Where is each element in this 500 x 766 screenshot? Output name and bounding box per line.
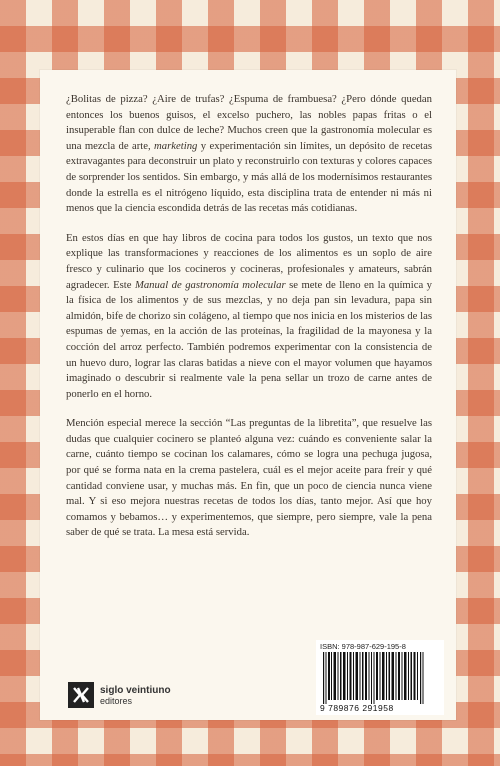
book-title-emphasis: Manual de gastronomía molecular	[134, 278, 286, 291]
paragraph-1-start: ¿Bolitas de pizza? ¿Aire de trufas? ¿Espuma de frambuesa? ¿Pero dónde quedan entonces los buenos guisos, el excelso puchero, las nobles papas fritas o el insuperable flan con dulce de leche? Muchos creen que la gastronomía molecular es una mezcla de arte,	[66, 93, 432, 152]
paragraph-2-end: se mete de lleno en la química y la física de los alimentos y de sus mezclas, y no deja pan sin levadura, papa sin almidón, bife de chorizo sin colágeno, al tiempo que nos inicia en los misterios de las espumas de yemas, en la acción de las proteínas, la fragilidad de la mayonesa y la cocción del arroz perfecto. También podremos experimentar con la consistencia de un huevo duro, lograr las claras batidas a nieve con el mayor volumen que hayamos imaginado o descubrir si realmente vale la pena sellar un trozo de carne antes de ponerlo en el horno.	[66, 278, 432, 400]
barcode-digits: 9 789876 291958	[320, 703, 394, 713]
paragraph-1	[66, 92, 432, 217]
publisher-name-line1: siglo veintiuno	[100, 684, 171, 696]
paragraph-3: Mención especial merece la sección “Las preguntas de la libretita”, que resuelve las dudas que cualquier cocinero se planteó alguna vez: cuándo es conveniente salar la carne, cuánto tiempo se cocinan los calamares, cómo se logra una pechuga jugosa, por qué se forma nata en la crema pastelera, cuál es el mejor aceite para freír y qué cantidad conviene usar, y muchas más. En fin, que un poco de ciencia nunca viene mal. Y si eso mejora nuestras recetas de todos los días, tanto mejor. Así que hoy comamos y bebamos… y experimentemos, que siempre, pero siempre, vale la pena saber de qué se trata. La mesa está servida.	[66, 417, 432, 539]
sxxi-logo-icon	[68, 682, 94, 708]
barcode-icon	[320, 652, 432, 704]
publisher-name	[100, 685, 171, 706]
isbn-block	[316, 640, 444, 715]
publisher-name-line2: editores	[100, 695, 133, 706]
back-cover-panel	[40, 70, 456, 720]
publisher-logo	[68, 682, 171, 708]
synopsis-text	[66, 92, 432, 555]
isbn-label: ISBN: 978-987-629-195-8	[320, 642, 406, 651]
paragraph-2-start: En estos días en que hay libros de cocina para todos los gustos, un texto que nos explique las transformaciones y reacciones de los alimentos es un soplo de aire fresco y culinario que los cocineros y cocineras, profesionales y amateurs, sabrán agradecer. Este	[66, 231, 432, 291]
paragraph-2	[66, 231, 432, 403]
paragraph-1-emphasis: marketing	[154, 139, 198, 152]
paragraph-1-end: y experimentación sin límites, un depósito de recetas extravagantes para deconstruir un plato y reconstruirlo con texturas y colores capaces de sorprender los sentidos. Sin embargo, y más allá de los modernísimos restaurantes donde la estrella es el nitrógeno líquido, esta disciplina trata de entender ni más ni menos que la ciencia escondida detrás de las recetas más cotidianas.	[66, 139, 432, 215]
